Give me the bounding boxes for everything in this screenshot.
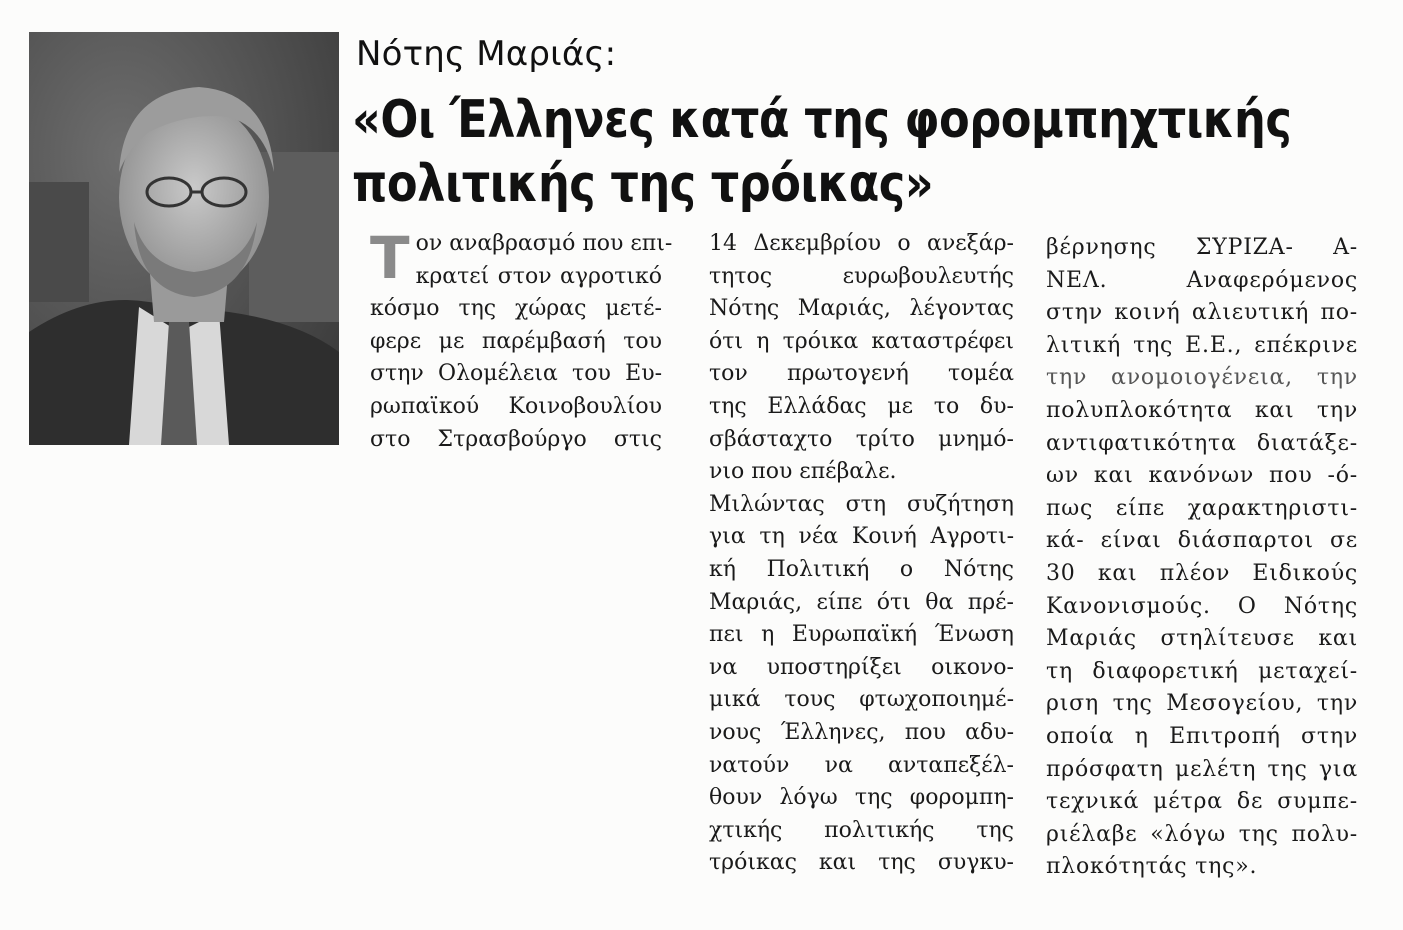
body-line: φερε με παρέμβασή του (370, 328, 662, 354)
body-line: ριέλαβε «λόγω της πολυ- (1046, 821, 1358, 847)
body-line: πως είπε χαρακτηριστι- (1046, 495, 1358, 521)
article-column-1 (370, 224, 673, 456)
body-line: ον αναβρασμό που επι- (415, 231, 673, 256)
body-line: νατούν να ανταπεξέλ- (709, 752, 1014, 778)
body-line: Μαριάς στηλίτευσε και (1046, 626, 1358, 652)
article-kicker: Νότης Μαριάς: (356, 34, 617, 74)
body-line: ότι η τρόικα καταστρέφει (709, 328, 1014, 354)
body-line: ριση της Μεσογείου, την (1046, 691, 1358, 717)
body-line: για τη νέα Κοινή Αγροτι- (709, 524, 1014, 550)
body-line: ρωπαϊκού Κοινοβουλίου (370, 393, 662, 419)
body-line: Κανονισμούς. Ο Νότης (1046, 593, 1358, 619)
body-line: στο Στρασβούργο στις (370, 426, 662, 452)
body-line: λιτική της Ε.Ε., επέκρινε (1046, 332, 1358, 358)
body-line: νιο που επέβαλε. (709, 459, 897, 485)
body-line: την ανομοιογένεια, την (1046, 365, 1358, 391)
body-line: κρατεί στον αγροτικό (415, 263, 662, 289)
article-headline (352, 88, 1292, 216)
body-line: ων και κανόνων που -ό- (1046, 463, 1358, 489)
headline-line: «Οι Έλληνες κατά της φορομπηχτικής (352, 90, 1292, 150)
body-line: πρόσφατη μελέτη της για (1046, 756, 1358, 782)
body-line: σβάσταχτο τρίτο μνημό- (709, 426, 1014, 452)
body-line: να υποστηρίξει οικονο- (709, 654, 1014, 680)
body-line: ΝΕΛ. Αναφερόμενος (1046, 267, 1358, 293)
body-line: οποία η Επιτροπή στην (1046, 723, 1358, 749)
body-line: πλοκότητάς της». (1046, 854, 1258, 880)
body-line: κή Πολιτική ο Νότης (709, 556, 1014, 582)
article-column-2 (709, 228, 1014, 880)
headline-line: πολιτικής της τρόικας» (352, 154, 934, 214)
body-line: 30 και πλέον Ειδικούς (1046, 560, 1358, 586)
dropcap: Τ (370, 224, 410, 292)
body-line: τεχνικά μέτρα δε συμπε- (1046, 789, 1358, 815)
body-line: 14 Δεκεμβρίου ο ανεξάρ- (709, 231, 1014, 256)
body-line: βέρνησης ΣΥΡΙΖΑ- Α- (1046, 235, 1358, 260)
portrait-photo (29, 32, 339, 445)
body-line: μικά τους φτωχοποιημέ- (709, 687, 1014, 713)
body-line: τη διαφορετική μεταχεί- (1046, 658, 1358, 684)
body-line: χτικής πολιτικής της (709, 817, 1014, 843)
body-line: τον πρωτογενή τομέα (709, 361, 1014, 387)
body-line: στην κοινή αλιευτική πο- (1046, 300, 1358, 326)
body-line: Μιλώντας στη συζήτηση (709, 491, 1014, 517)
article-column-3 (1046, 232, 1358, 884)
body-line: κά- είναι διάσπαρτοι σε (1046, 528, 1358, 554)
body-line: πει η Ευρωπαϊκή Ένωση (709, 622, 1014, 648)
body-line: τητος ευρωβουλευτής (709, 263, 1014, 289)
body-line: νους Έλληνες, που αδυ- (709, 719, 1014, 745)
body-line: στην Ολομέλεια του Ευ- (370, 361, 662, 387)
body-line: αντιφατικότητα διατάξε- (1046, 430, 1358, 456)
body-line: τρόικας και της συγκυ- (709, 850, 1014, 876)
body-line: της Ελλάδας με το δυ- (709, 393, 1014, 419)
body-line: κόσμο της χώρας μετέ- (370, 296, 662, 322)
body-line: Νότης Μαριάς, λέγοντας (709, 296, 1014, 322)
body-line: θουν λόγω της φορομπη- (709, 785, 1014, 811)
body-line: Μαριάς, είπε ότι θα πρέ- (709, 589, 1014, 615)
body-line: πολυπλοκότητα και την (1046, 397, 1358, 423)
portrait-photo-icon (29, 32, 339, 445)
